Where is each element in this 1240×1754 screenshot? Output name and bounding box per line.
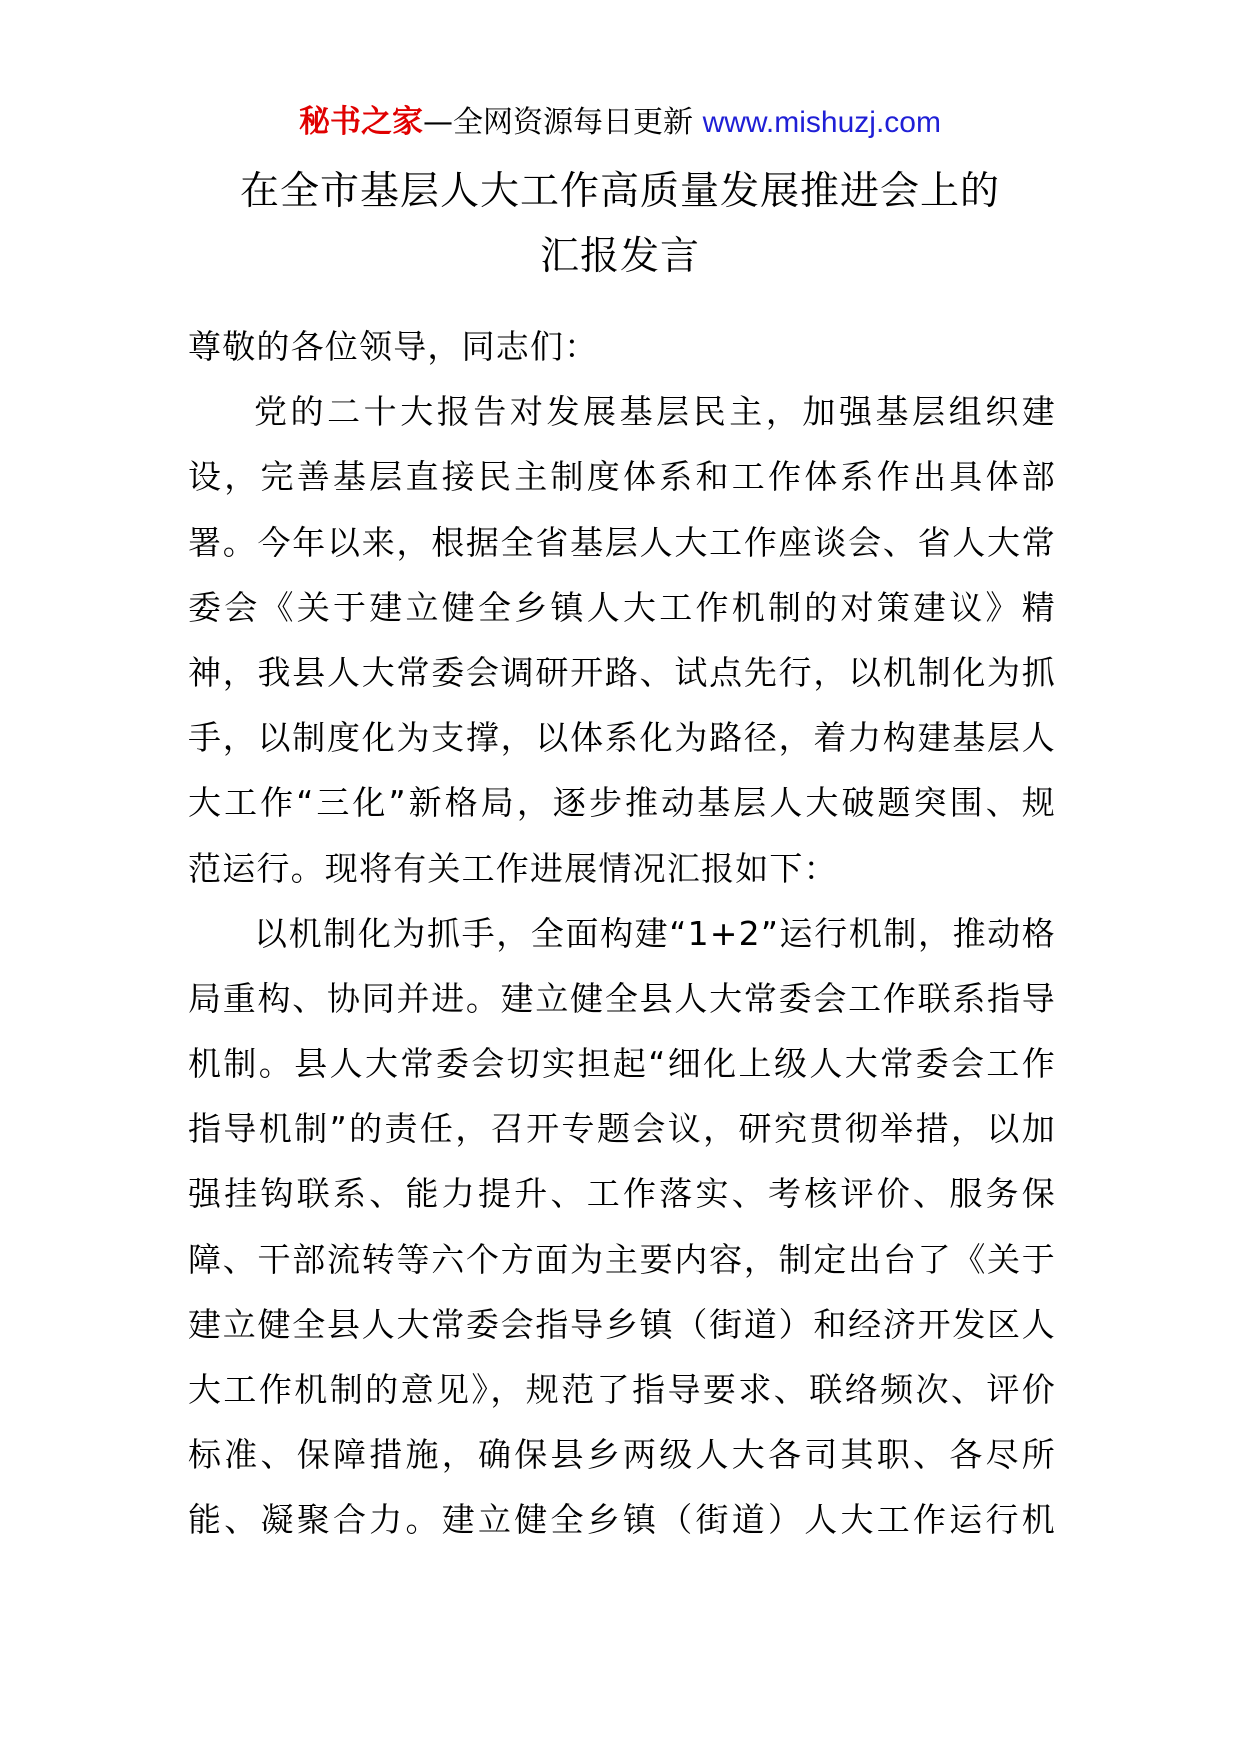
body-line: 标准、保障措施，确保县乡两级人大各司其职、各尽所 [188, 1435, 1056, 1475]
site-url-link[interactable]: www.mishuzj.com [702, 106, 941, 139]
body-line: 设，完善基层直接民主制度体系和工作体系作出具体部 [188, 457, 1056, 497]
body-line: 范运行。现将有关工作进展情况汇报如下： [188, 848, 838, 888]
body-line: 委会《关于建立健全乡镇人大工作机制的对策建议》精 [188, 587, 1056, 627]
banner-tagline: —全网资源每日更新 [423, 105, 694, 140]
body-line: 局重构、协同并进。建立健全县人大常委会工作联系指导 [188, 978, 1056, 1018]
body-line: 大工作“三化”新格局，逐步推动基层人大破题突围、规 [188, 783, 1056, 823]
body-line: 障、干部流转等六个方面为主要内容，制定出台了《关于 [188, 1239, 1056, 1279]
body-line: 大工作机制的意见》，规范了指导要求、联络频次、评价 [188, 1370, 1056, 1409]
body-line: 手，以制度化为支撑，以体系化为路径，着力构建基层人 [188, 718, 1056, 758]
document-title-line-2: 汇报发言 [539, 234, 700, 279]
body-line: 强挂钩联系、能力提升、工作落实、考核评价、服务保 [188, 1174, 1056, 1214]
document-body [188, 325, 1056, 1564]
body-line: 指导机制”的责任，召开专题会议，研究贯彻举措，以加 [188, 1109, 1056, 1149]
body-line: 以机制化为抓手，全面构建“1+2”运行机制，推动格 [254, 913, 1056, 953]
body-line: 署。今年以来，根据全省基层人大工作座谈会、省人大常 [188, 522, 1056, 562]
body-line: 神，我县人大常委会调研开路、试点先行，以机制化为抓 [188, 652, 1056, 692]
body-line: 能、凝聚合力。建立健全乡镇（街道）人大工作运行机 [188, 1500, 1056, 1540]
site-banner [0, 100, 1240, 145]
document-title-line-1: 在全市基层人大工作高质量发展推进会上的 [239, 169, 1000, 214]
brand-name: 秘书之家 [299, 104, 424, 140]
body-line: 机制。县人大常委会切实担起“细化上级人大常委会工作 [188, 1044, 1056, 1084]
salutation-line: 尊敬的各位领导，同志们： [188, 327, 599, 366]
body-line: 建立健全县人大常委会指导乡镇（街道）和经济开发区人 [188, 1304, 1056, 1344]
body-line: 党的二十大报告对发展基层民主，加强基层组织建 [254, 392, 1056, 432]
